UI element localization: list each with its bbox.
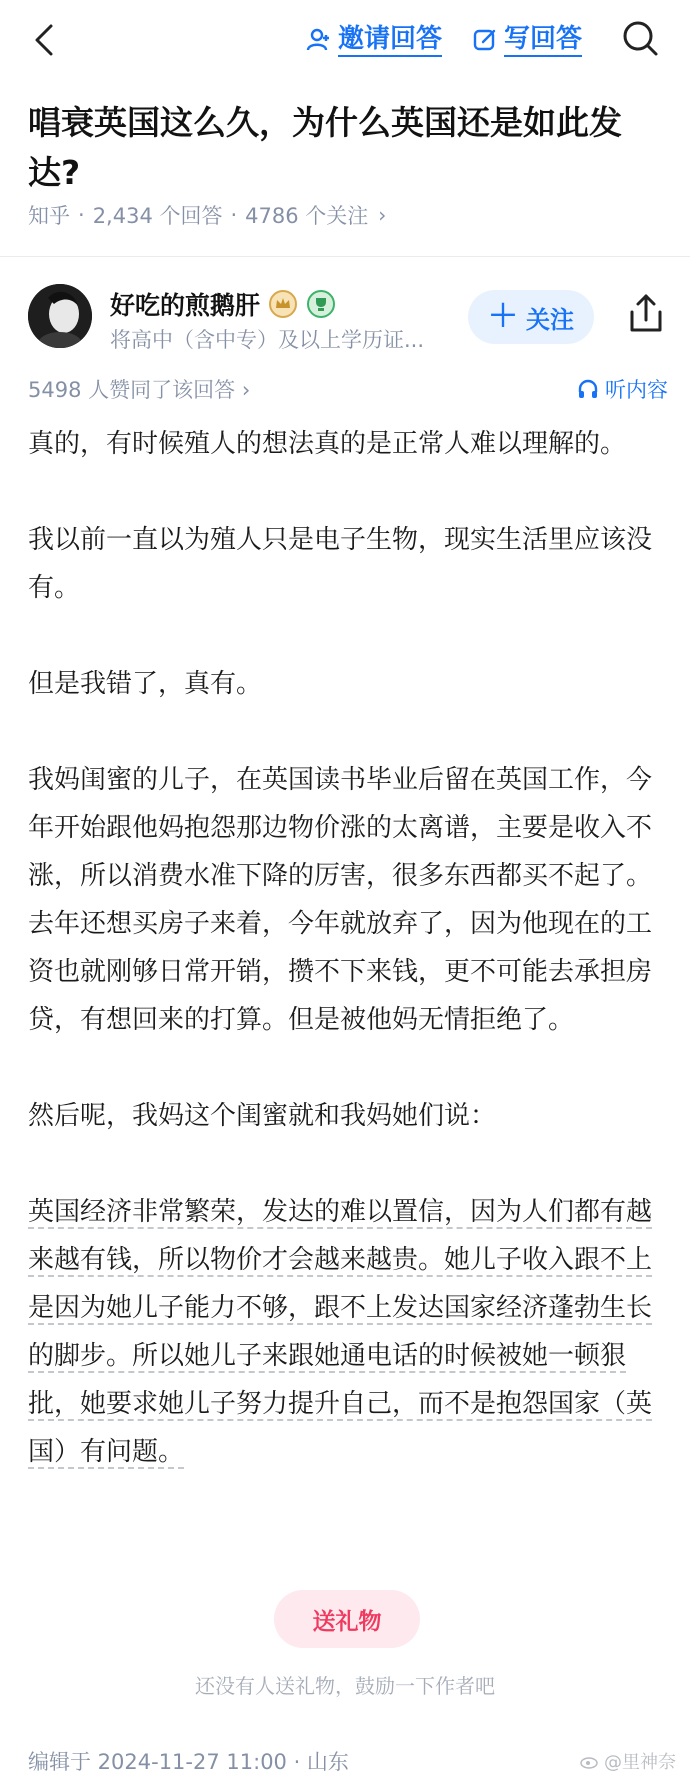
write-icon [472,27,498,53]
follow-button[interactable] [468,290,594,344]
answer-paragraph: 我以前一直以为殖人只是电子生物，现实生活里应该没有。 [28,525,653,603]
edit-info: 编辑于 2024-11-27 11:00 · 山东 [28,1750,349,1774]
question-meta[interactable] [28,200,386,230]
chevron-right-icon: › [241,378,251,402]
quoted-text: 英国经济非常繁荣，发达的难以置信，因为人们都有越来越有钱，所以物价才会越来越贵。她儿子收入跟不上是因为她儿子能力不够，跟不上发达国家经济蓬勃生长的脚步。所以她儿子来跟她通电话的时候被她一顿狠批，她要求她儿子努力提升自己，而不是抱怨国家（英国）有问题。 [28,1197,653,1467]
invite-icon [306,27,332,53]
author-name-row[interactable] [110,286,336,322]
meta-separator: · [78,203,85,227]
invite-answer-button[interactable] [306,22,442,58]
search-button[interactable] [620,18,664,62]
search-icon [620,18,660,58]
answer-paragraph: 但是我错了，真有。 [28,669,263,699]
share-icon [626,292,666,336]
listen-label: 听内容 [605,378,668,402]
send-gift-button[interactable] [274,1590,420,1648]
avatar[interactable] [28,284,92,348]
answer-content [28,420,668,1524]
answer-paragraph: 真的，有时候殖人的想法真的是正常人难以理解的。 [28,429,627,459]
back-button[interactable] [24,18,64,62]
follower-count: 4786 个关注 [245,204,369,228]
answer-paragraph: 然后呢，我妈这个闺蜜就和我妈她们说： [28,1101,497,1131]
headphone-icon [577,378,599,400]
question-title[interactable]: 唱衰英国这么久，为什么英国还是如此发达? [28,103,622,192]
answer-paragraph-quoted [28,1188,668,1476]
watermark-text: @里神奈 [604,1752,676,1773]
write-answer-label: 写回答 [504,23,582,57]
watermark [580,1748,676,1774]
gift-hint: 还没有人送礼物，鼓励一下作者吧 [195,1674,495,1698]
answer-count: 2,434 个回答 [92,204,223,228]
share-button[interactable] [626,292,670,340]
weibo-icon [580,1753,600,1769]
top-bar [0,0,690,80]
vote-count[interactable] [28,374,250,404]
trophy-badge-icon [306,289,336,319]
vote-count-text: 5498 人赞同了该回答 [28,378,236,402]
chevron-right-icon: › [378,203,387,227]
send-gift-label: 送礼物 [312,1608,382,1635]
meta-separator: · [230,203,238,227]
question-source: 知乎 [28,204,70,228]
author-row [28,284,668,354]
avatar-image [28,284,92,348]
write-answer-button[interactable] [472,22,582,58]
divider [0,256,690,257]
invite-answer-label: 邀请回答 [338,23,442,57]
crown-badge-icon [268,289,298,319]
vote-row [28,374,668,404]
plus-icon: ＋ [488,299,518,334]
author-bio: 将高中（含中专）及以上学历证... [110,328,425,352]
author-name: 好吃的煎鹅肝 [110,291,261,320]
follow-label: 关注 [526,305,574,334]
listen-button[interactable] [577,374,668,404]
answer-paragraph: 我妈闺蜜的儿子，在英国读书毕业后留在英国工作，今年开始跟他妈抱怨那边物价涨的太离谱，主要是收入不涨，所以消费水准下降的厉害，很多东西都买不起了。去年还想买房子来着，今年就放弃了，因为他现在的工资也就刚够日常开销，攒不下来钱，更不可能去承担房贷，有想回来的打算。但是被他妈无情拒绝了。 [28,765,653,1035]
back-icon [33,23,55,57]
